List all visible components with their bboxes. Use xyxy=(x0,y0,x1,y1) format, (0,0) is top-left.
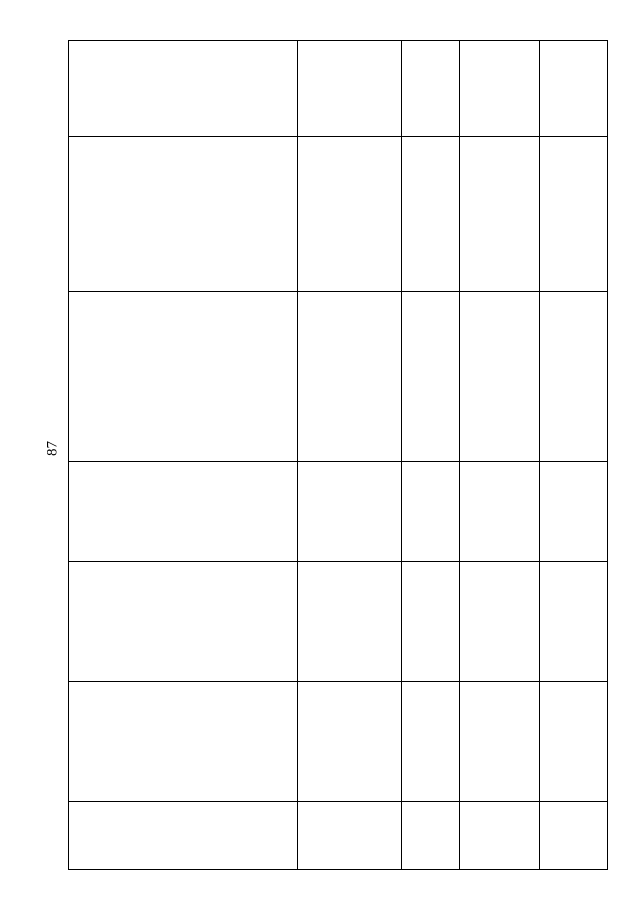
classification-table xyxy=(68,40,608,870)
page-number: 87 xyxy=(44,441,61,456)
table-divider xyxy=(69,801,607,802)
table-divider xyxy=(459,41,460,869)
table-divider xyxy=(69,136,607,137)
table-divider xyxy=(69,561,607,562)
table-divider xyxy=(297,41,298,869)
table-divider xyxy=(69,461,607,462)
table-divider xyxy=(69,291,607,292)
table-divider xyxy=(69,681,607,682)
table-divider xyxy=(539,41,540,869)
table-divider xyxy=(401,41,402,869)
